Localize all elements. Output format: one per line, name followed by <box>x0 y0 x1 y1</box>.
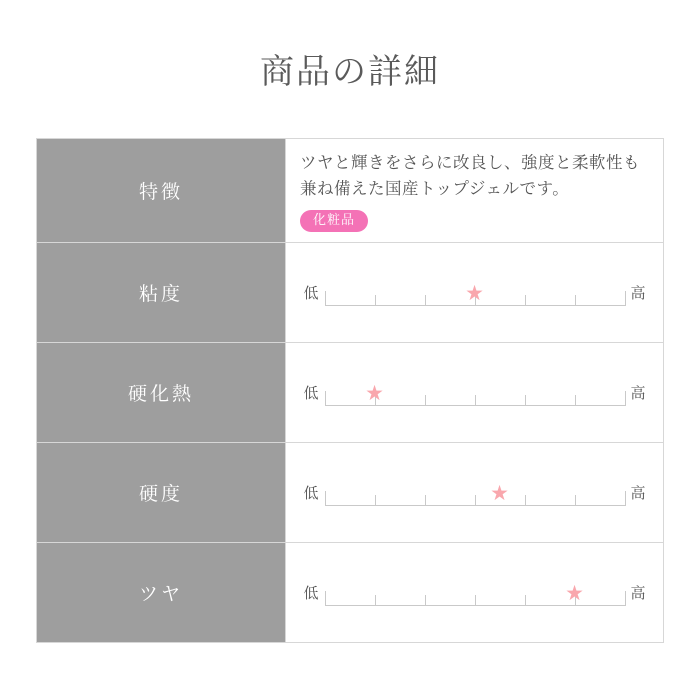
row-value-viscosity <box>286 243 664 343</box>
row-label-viscosity: 粘度 <box>37 243 286 343</box>
scale-tick <box>475 495 476 506</box>
scale-curing-heat <box>300 380 649 406</box>
scale-tick <box>625 391 626 406</box>
scale-tick <box>425 495 426 506</box>
row-value-curing-heat <box>286 343 664 443</box>
scale-tick <box>375 495 376 506</box>
scale-high-label: 高 <box>630 285 646 302</box>
feature-description: ツヤと輝きをさらに改良し、強度と柔軟性も兼ね備えた国産トップジェルです。 <box>300 154 640 198</box>
star-icon: ★ <box>490 481 509 505</box>
scale-gloss <box>300 580 649 606</box>
scale-tick <box>575 495 576 506</box>
page-title: 商品の詳細 <box>260 53 440 91</box>
scale-low-label: 低 <box>303 285 319 302</box>
row-label-gloss: ツヤ <box>37 543 286 643</box>
scale-bar <box>325 380 625 406</box>
scale-tick <box>625 291 626 306</box>
table-row <box>37 543 664 643</box>
scale-tick <box>425 595 426 606</box>
table-row <box>37 243 664 343</box>
scale-tick <box>525 395 526 406</box>
row-value-gloss <box>286 543 664 643</box>
star-icon: ★ <box>365 381 384 405</box>
scale-tick <box>425 295 426 306</box>
scale-high-label: 高 <box>630 485 646 502</box>
row-label-hardness: 硬度 <box>37 443 286 543</box>
scale-low-label: 低 <box>303 385 319 402</box>
scale-tick <box>325 291 326 306</box>
scale-tick <box>325 591 326 606</box>
star-icon: ★ <box>465 281 484 305</box>
table-row <box>37 443 664 543</box>
scale-hardness <box>300 480 649 506</box>
scale-tick <box>525 295 526 306</box>
scale-tick <box>525 595 526 606</box>
scale-tick <box>425 395 426 406</box>
scale-tick <box>625 591 626 606</box>
row-label-feature: 特徴 <box>37 139 286 243</box>
table-row <box>37 139 664 243</box>
scale-low-label: 低 <box>303 485 319 502</box>
scale-tick <box>325 491 326 506</box>
spec-table <box>36 138 664 643</box>
scale-low-label: 低 <box>303 585 319 602</box>
scale-bar <box>325 480 625 506</box>
star-icon: ★ <box>565 581 584 605</box>
scale-tick <box>375 595 376 606</box>
scale-tick <box>375 295 376 306</box>
scale-tick <box>475 595 476 606</box>
scale-tick <box>575 295 576 306</box>
scale-tick <box>575 395 576 406</box>
scale-high-label: 高 <box>630 385 646 402</box>
status-badge: 化粧品 <box>300 210 368 231</box>
table-row <box>37 343 664 443</box>
scale-tick <box>525 495 526 506</box>
row-value-feature <box>286 139 664 243</box>
scale-viscosity <box>300 280 649 306</box>
scale-bar <box>325 580 625 606</box>
scale-tick <box>475 395 476 406</box>
row-value-hardness <box>286 443 664 543</box>
scale-bar <box>325 280 625 306</box>
row-label-curing-heat: 硬化熱 <box>37 343 286 443</box>
scale-tick <box>325 391 326 406</box>
scale-tick <box>625 491 626 506</box>
scale-high-label: 高 <box>630 585 646 602</box>
